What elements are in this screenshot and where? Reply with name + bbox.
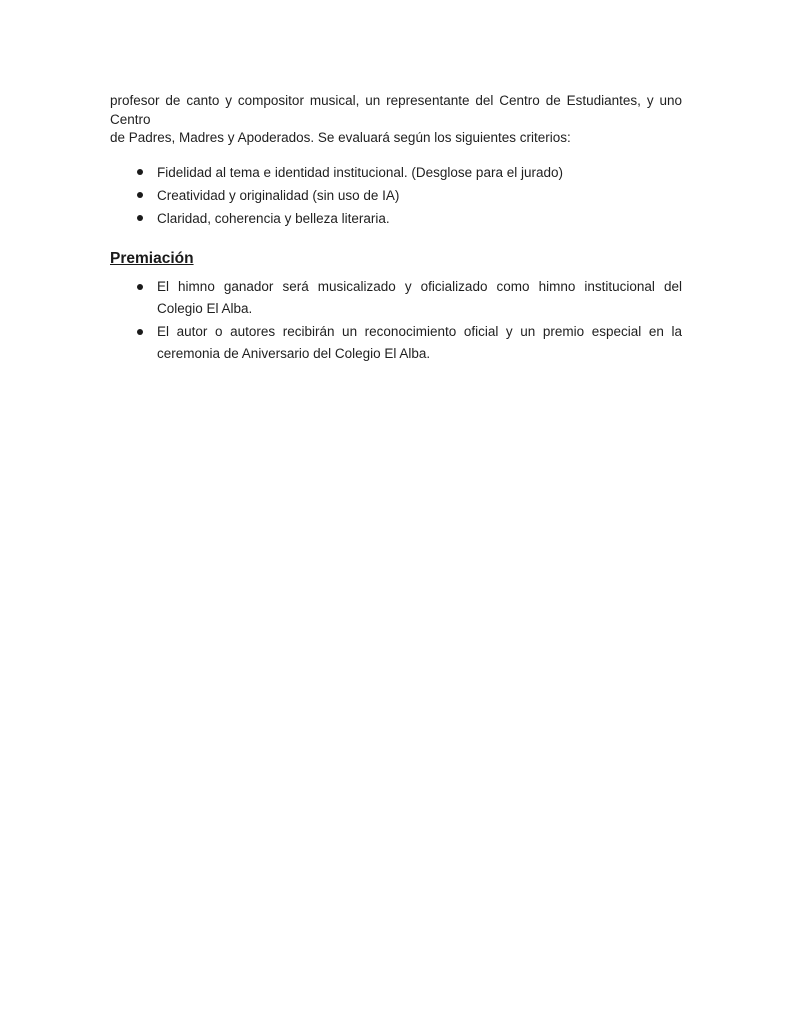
bullet-icon — [137, 192, 143, 198]
premiacion-list — [110, 276, 682, 366]
list-item — [110, 161, 682, 184]
list-item — [110, 207, 682, 230]
bullet-icon — [137, 169, 143, 175]
list-item — [110, 321, 682, 366]
intro-paragraph-line: de Padres, Madres y Apoderados. Se evaluará según los siguientes criterios: — [110, 130, 571, 145]
bullet-icon — [137, 329, 143, 335]
list-item — [110, 184, 682, 207]
section-heading-premiacion: Premiación — [110, 249, 194, 267]
intro-paragraph — [110, 92, 682, 148]
list-item — [110, 276, 682, 321]
list-item-text: Fidelidad al tema e identidad institucional. (Desglose para el jurado) — [157, 164, 563, 180]
bullet-icon — [137, 284, 143, 290]
list-item-line: Colegio El Alba. — [157, 301, 253, 316]
list-item-line: ceremonia de Aniversario del Colegio El Alba. — [157, 346, 431, 361]
bullet-icon — [137, 215, 143, 221]
criteria-list — [110, 161, 682, 230]
list-item-text: Creatividad y originalidad (sin uso de IA) — [157, 187, 400, 203]
list-item-line: El autor o autores recibirán un reconocimiento oficial y un premio especial en la — [157, 323, 682, 339]
page-content — [110, 92, 682, 366]
list-item-line: El himno ganador será musicalizado y oficializado como himno institucional del — [157, 278, 682, 294]
list-item-text: Claridad, coherencia y belleza literaria. — [157, 210, 390, 226]
intro-paragraph-line: profesor de canto y compositor musical, un representante del Centro de Estudiantes, y uno Centro — [110, 93, 682, 127]
